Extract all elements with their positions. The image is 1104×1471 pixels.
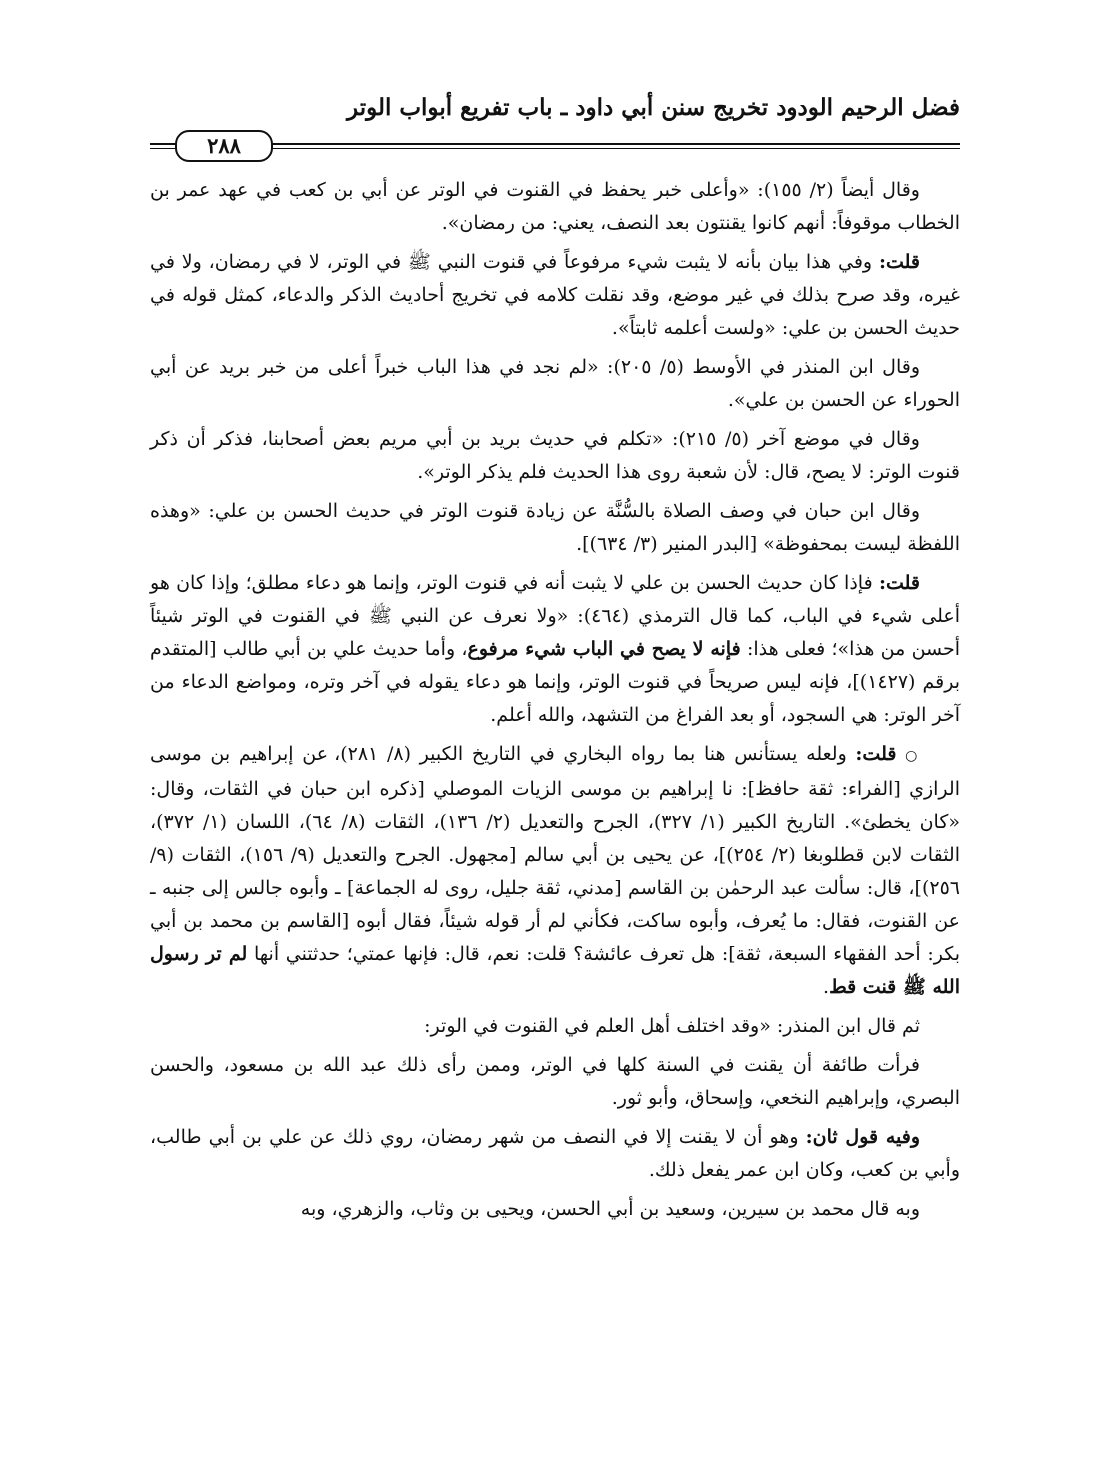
circle-bullet-icon: ○ [905,748,921,764]
emphasis: لم تر رسول الله ﷺ قنت قط [150,943,960,998]
running-title: فضل الرحيم الودود تخريج سنن أبي داود ـ باب تفريع أبواب الوتر [347,94,960,121]
paragraph-2: قلت: وفي هذا بيان بأنه لا يثبت شيء مرفوعاً في قنوت النبي ﷺ في الوتر، لا في رمضان، ولا في غيره، وقد صرح بذلك في غير موضع، وقد نقلت كلامه في تخريج أحاديث الذكر والدعاء، كمثل قوله في حديث الحسن بن علي: «ولست أعلمه ثابتاً». [150,251,960,339]
body-text [150,174,960,1232]
paragraph-5: وقال ابن حبان في وصف الصلاة بالسُّنَّة عن زيادة قنوت الوتر في حديث الحسن بن علي: «وهذه اللفظة ليست بمحفوظة» [البدر المنير (٣/ ٦٣٤)]. [150,500,960,555]
paragraph-8: ثم قال ابن المنذر: «وقد اختلف أهل العلم في القنوت في الوتر: [424,1015,920,1037]
emphasis: فإنه لا يصح في الباب شيء مرفوع [467,638,741,660]
paragraph-lead: قلت: [878,572,920,594]
paragraph-lead: قلت: [878,251,920,273]
paragraph-9: فرأت طائفة أن يقنت في السنة كلها في الوتر، وممن رأى ذلك عبد الله بن مسعود، والحسن البصري، وإبراهيم النخعي، وإسحاق، وأبو ثور. [150,1054,960,1109]
paragraph-7: ○ قلت: ولعله يستأنس هنا بما رواه البخاري في التاريخ الكبير (٨/ ٢٨١)، عن إبراهيم بن موسى الرازي [الفراء: ثقة حافظ]: نا إبراهيم بن موسى الزيات الموصلي [ذكره ابن حبان في الثقات، وقال: «كان يخطئ». التاريخ الكبير (١/ ٣٢٧)، الجرح والتعديل (٢/ ١٣٦)، الثقات (٨/ ٦٤)، اللسان (١/ ٣٧٢)، الثقات لابن قطلوبغا (٢/ ٢٥٤)]، عن يحيى بن أبي سالم [مجهول. الجرح والتعديل (٩/ ١٥٦)، الثقات (٩/ ٢٥٦)]، قال: سألت عبد الرحمٰن بن القاسم [مدني، ثقة جليل، روى له الجماعة] ـ وأبوه جالس إلى جنبه ـ عن القنوت، فقال: ما يُعرف، وأبوه ساكت، فكأني لم أر قوله شيئاً، فقال أبوه [القاسم بن محمد بن أبي بكر: أحد الفقهاء السبعة، ثقة]: هل تعرف عائشة؟ قلت: نعم، قال: فإنها عمتي؛ حدثتني أنها لم تر رسول الله ﷺ قنت قط. [150,743,961,998]
paragraph-lead: وفيه قول ثان: [805,1126,920,1148]
paragraph-1: وقال أيضاً (٢/ ١٥٥): «وأعلى خبر يحفظ في القنوت في الوتر عن أبي بن كعب في عهد عمر بن الخطاب موقوفاً: أنهم كانوا يقنتون بعد النصف، يعني: من رمضان». [150,179,960,234]
book-page [150,70,960,1450]
paragraph-lead: قلت: [855,743,897,765]
paragraph-10: وفيه قول ثان: وهو أن لا يقنت إلا في النصف من شهر رمضان، روي ذلك عن علي بن أبي طالب، وأبي بن كعب، وكان ابن عمر يفعل ذلك. [150,1126,960,1181]
paragraph-6: قلت: فإذا كان حديث الحسن بن علي لا يثبت أنه في قنوت الوتر، وإنما هو دعاء مطلق؛ وإذا كان هو أعلى شيء في الباب، كما قال الترمذي (٤٦٤): «ولا نعرف عن النبي ﷺ في القنوت في الوتر شيئاً أحسن من هذا»؛ فعلى هذا: فإنه لا يصح في الباب شيء مرفوع، وأما حديث علي بن أبي طالب [المتقدم برقم (١٤٢٧)]، فإنه ليس صريحاً في قنوت الوتر، وإنما هو دعاء يقوله في آخر وتره، ومواضع الدعاء من آخر الوتر: هي السجود، أو بعد الفراغ من التشهد، والله أعلم. [150,572,961,726]
paragraph-4: وقال في موضع آخر (٥/ ٢١٥): «تكلم في حديث بريد بن أبي مريم بعض أصحابنا، فذكر أن ذكر قنوت الوتر: لا يصح، قال: لأن شعبة روى هذا الحديث فلم يذكر الوتر». [150,428,960,483]
page-number: ٢٨٨ [175,130,273,162]
page-header [150,90,960,170]
paragraph-11: وبه قال محمد بن سيرين، وسعيد بن أبي الحسن، ويحيى بن وثاب، والزهري، وبه [300,1198,920,1220]
paragraph-3: وقال ابن المنذر في الأوسط (٥/ ٢٠٥): «لم نجد في هذا الباب خبراً أعلى من خبر بريد عن أبي الحوراء عن الحسن بن علي». [150,356,960,411]
